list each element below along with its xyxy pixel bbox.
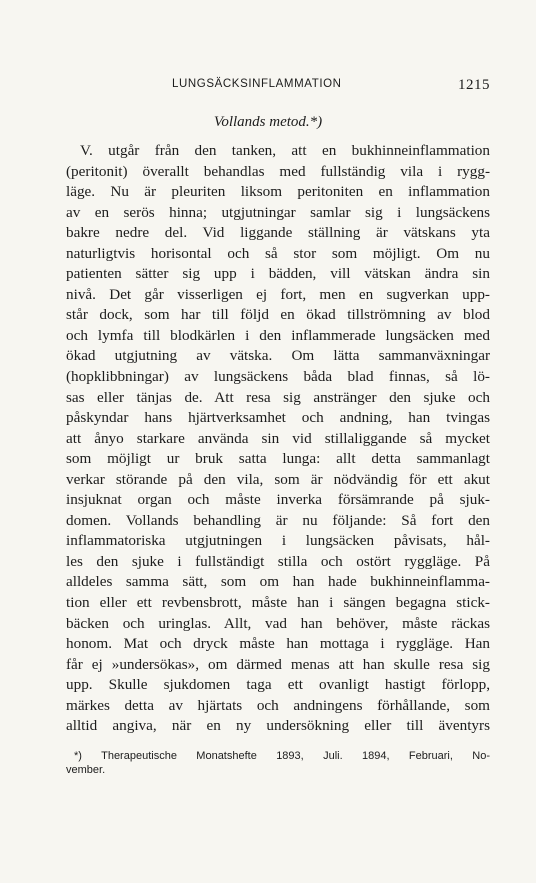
text-line: bakre nedre del. Vid liggande ställning är vätskans yta [66,224,490,242]
text-line: domen. Vollands behandling är nu följande: Så fort den [66,511,490,529]
text-line: honom. Mat och dryck måste han mottaga i ryggläge. Han [66,635,490,653]
text-line: påskyndar hans hjärtverksamhet och andning, han tvingas [66,409,490,427]
text-line: alldeles samma sätt, som om han hade bukhinneinflamma- [66,573,490,591]
text-line: att ånyo starkare använda sin vid stillaliggande så mycket [66,429,490,447]
text-line: naturligtvis horisontal och så stor som möjligt. Om nu [66,244,490,262]
footnote-line: vember. [66,764,106,776]
text-line: ökad utgjutning av vätska. Om lätta sammanväxningar [66,347,490,365]
text-line: upp. Skulle sjukdomen taga ett ovanligt hastigt förlopp, [66,676,490,694]
text-line: och lymfa till blodkärlen i den inflammerade lungsäcken med [66,326,490,344]
footnote-line: *) Therapeutische Monatshefte 1893, Juli. 1894, Februari, No- [74,750,490,762]
text-line: les den sjuke i fullständigt stilla och ostört ryggläge. På [66,552,490,570]
text-line: får ej »undersökas», om därmed menas att han skulle resa sig [66,655,490,673]
footnote [66,749,490,777]
text-line: sas eller tänjas de. Att resa sig anstränger den sjuke och [66,388,490,406]
text-line: insjuknat organ och måste inverka försämrande på sjuk- [66,491,490,509]
text-line: bäcken och uringlas. Allt, vad han behöver, måste räckas [66,614,490,632]
running-title: LUNGSÄCKSINFLAMMATION [172,78,342,90]
text-line: (hopklibbningar) av lungsäckens båda blad finnas, så lö- [66,368,490,386]
text-line: V. utgår från den tanken, att en bukhinneinflammation [80,142,490,159]
text-line: patienten sätter sig upp i bädden, vill vätskan ändra sin [66,265,490,283]
text-line: tion eller ett revbensbrott, måste han i sängen begagna stick- [66,594,490,612]
section-title: Vollands metod.*) [213,114,323,130]
text-line: av en serös hinna; utgjutningar samlar sig i lungsäckens [66,203,490,221]
text-line: som möjligt ur bruk satta lunga: allt detta sammanlagt [66,450,490,468]
text-line: nivå. Det går visserligen ej fort, men en sugverkan upp- [66,285,490,303]
text-line: läge. Nu är pleuriten liksom peritoniten en inflammation [66,183,490,201]
text-line: inflammatoriska utgjutningen i lungsäcken påvisats, hål- [66,532,490,550]
page-number: 1215 [458,77,490,93]
text-line: märkes detta av hjärtats och andningens förhållande, som [66,696,490,714]
text-line: verkar störande på den vila, som är nödvändig för ett akut [66,470,490,488]
text-line: alltid angiva, när en ny undersökning eller till äventyrs [66,717,490,735]
body-text [66,141,490,737]
page-header [60,78,490,98]
text-line: (peritonit) överallt behandlas med fullständig vila i rygg- [66,162,490,180]
text-line: står dock, som har till följd en ökad tillströmning av blod [66,306,490,324]
